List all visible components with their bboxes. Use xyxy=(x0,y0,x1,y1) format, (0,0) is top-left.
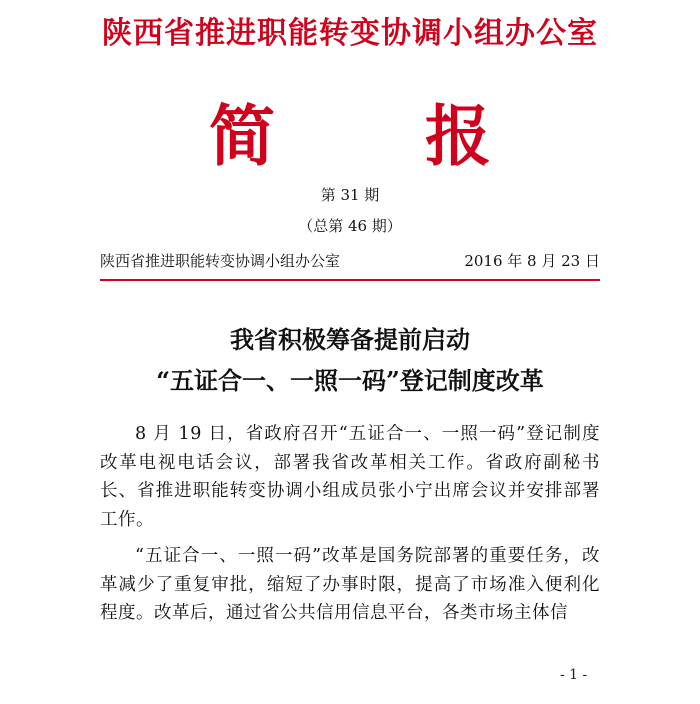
issuing-org-header: 陕西省推进职能转变协调小组办公室 xyxy=(102,16,598,51)
issue-total-number: （总第 46 期） xyxy=(298,217,402,235)
issue-number: 第 31 期 xyxy=(320,186,380,204)
brief-title-char-2: 报 xyxy=(425,97,491,175)
article-headline-line-2: “五证合一、一照一码”登记制度改革 xyxy=(156,366,544,395)
page-number: - 1 - xyxy=(560,667,588,683)
brief-title-char-1: 简 xyxy=(209,97,275,175)
article-body xyxy=(100,420,600,636)
issuer-name: 陕西省推进职能转变协调小组办公室 xyxy=(100,252,341,270)
red-divider-rule xyxy=(100,279,600,281)
issue-date: 2016 年 8 月 23 日 xyxy=(464,252,600,270)
article-paragraph: 8 月 19 日，省政府召开“五证合一、一照一码”登记制度改革电视电话会议，部署我省改革相关工作。省政府副秘书长、省推进职能转变协调小组成员张小宁出席会议并安排部署工作。 xyxy=(100,424,600,530)
article-paragraph: “五证合一、一照一码”改革是国务院部署的重要任务，改革减少了重复审批，缩短了办事时限，提高了市场准入便利化程度。改革后，通过省公共信用信息平台，各类市场主体信 xyxy=(100,546,600,623)
article-headline-line-1: 我省积极筹备提前启动 xyxy=(230,325,470,354)
brief-title xyxy=(0,97,700,175)
